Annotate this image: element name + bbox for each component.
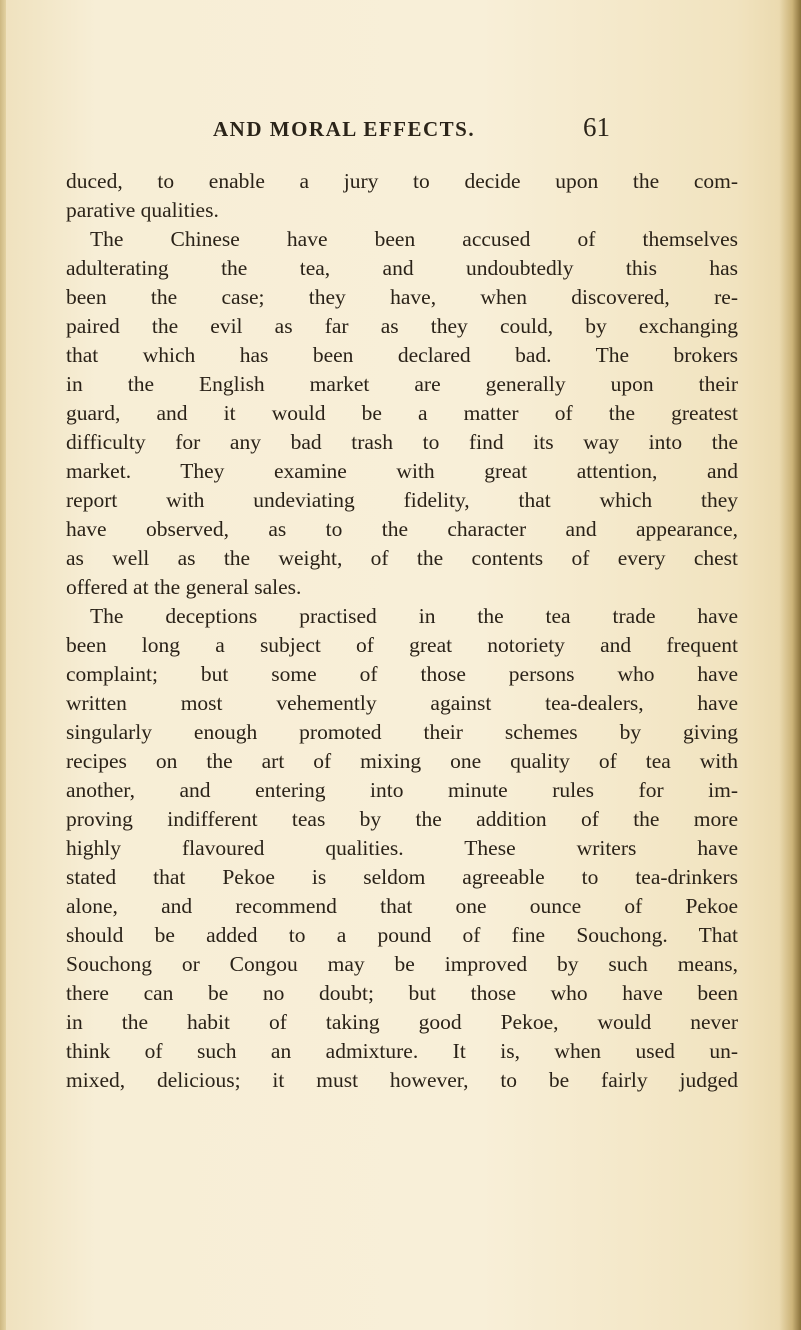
text-line: guard, and it would be a matter of the greatest: [66, 401, 738, 425]
spine-shadow: [779, 0, 801, 1330]
text-line: should be added to a pound of fine Souchong. That: [66, 923, 738, 947]
running-head: [0, 112, 801, 147]
text-line: have observed, as to the character and appearance,: [66, 517, 738, 541]
text-line: recipes on the art of mixing one quality of tea with: [66, 749, 738, 773]
text-line: in the habit of taking good Pekoe, would never: [66, 1010, 738, 1034]
text-line: report with undeviating fidelity, that which they: [66, 488, 738, 512]
text-line: as well as the weight, of the contents of every chest: [66, 546, 738, 570]
text-line: stated that Pekoe is seldom agreeable to tea-drinkers: [66, 865, 738, 889]
page-number: 61: [583, 112, 610, 142]
text-line: highly flavoured qualities. These writers have: [66, 836, 738, 860]
text-line: think of such an admixture. It is, when used un-: [66, 1039, 738, 1063]
text-line: The deceptions practised in the tea trade have: [90, 604, 738, 628]
text-line: adulterating the tea, and undoubtedly this has: [66, 256, 738, 280]
text-line: difficulty for any bad trash to find its way into the: [66, 430, 738, 454]
running-title: AND MORAL EFFECTS.: [213, 117, 476, 141]
text-line: complaint; but some of those persons who have: [66, 662, 738, 686]
text-line: been the case; they have, when discovered, re-: [66, 285, 738, 309]
text-line: written most vehemently against tea-dealers, have: [66, 691, 738, 715]
text-line: market. They examine with great attention, and: [66, 459, 738, 483]
text-line: duced, to enable a jury to decide upon the com-: [66, 169, 738, 193]
text-line: paired the evil as far as they could, by exchanging: [66, 314, 738, 338]
text-line: in the English market are generally upon their: [66, 372, 738, 396]
text-line: parative qualities.: [66, 198, 219, 222]
text-line: alone, and recommend that one ounce of Pekoe: [66, 894, 738, 918]
text-line: there can be no doubt; but those who have been: [66, 981, 738, 1005]
text-line: that which has been declared bad. The brokers: [66, 343, 738, 367]
text-line: The Chinese have been accused of themselves: [90, 227, 738, 251]
text-line: singularly enough promoted their schemes by giving: [66, 720, 738, 744]
text-line: been long a subject of great notoriety and frequent: [66, 633, 738, 657]
page-edge: [0, 0, 6, 1330]
text-line: proving indifferent teas by the addition of the more: [66, 807, 738, 831]
text-line: mixed, delicious; it must however, to be fairly judged: [66, 1068, 738, 1092]
text-line: Souchong or Congou may be improved by such means,: [66, 952, 738, 976]
body-text: [66, 167, 738, 1095]
text-line: offered at the general sales.: [66, 575, 302, 599]
text-line: another, and entering into minute rules for im-: [66, 778, 738, 802]
